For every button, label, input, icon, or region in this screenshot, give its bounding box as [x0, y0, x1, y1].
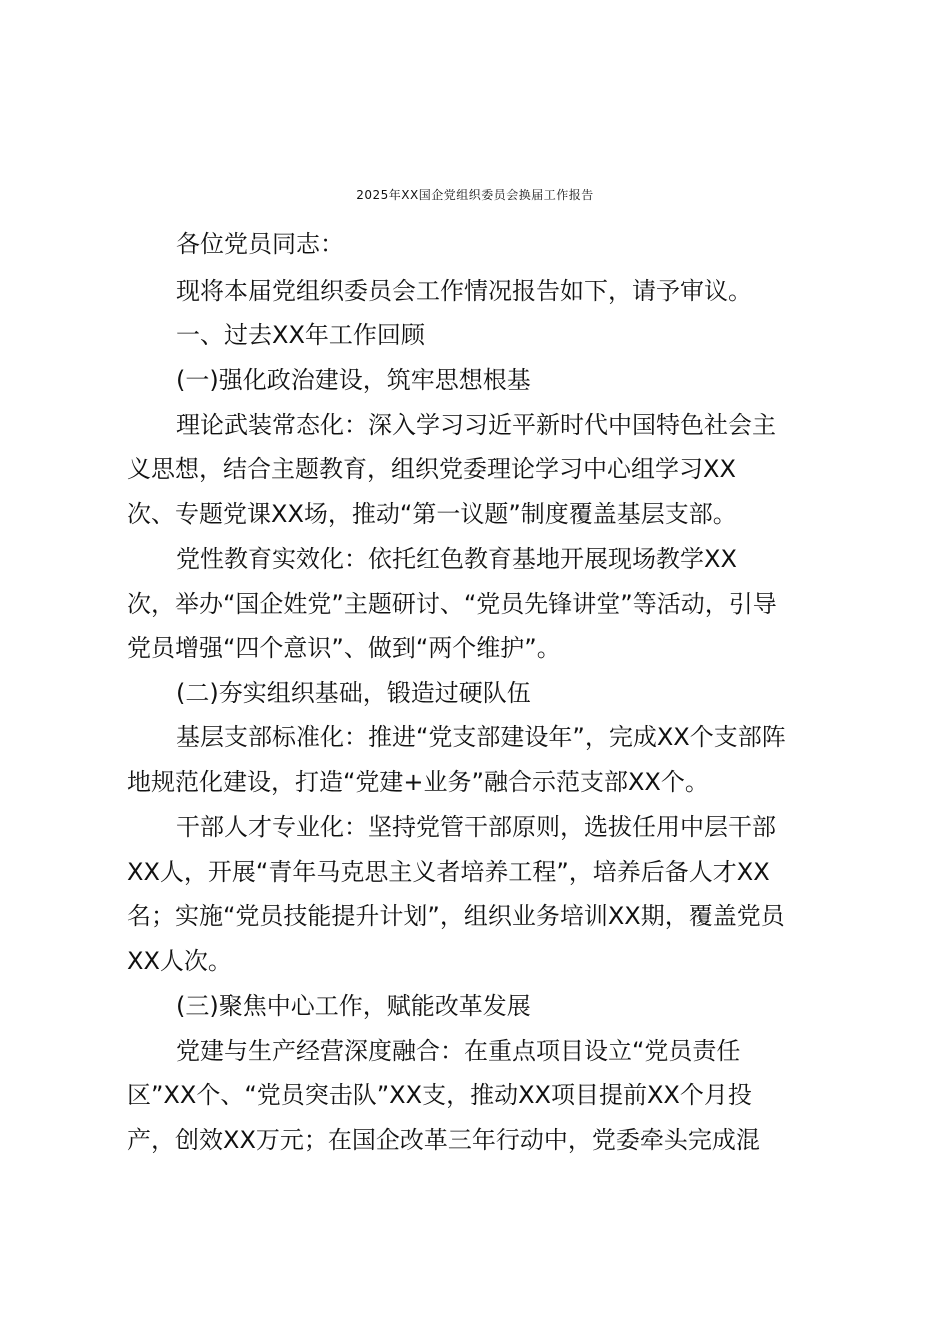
paragraph-line: 党建与生产经营深度融合：在重点项目设立“党员责任 — [176, 1037, 741, 1065]
paragraph-line: 产，创效XX万元；在国企改革三年行动中，党委牵头完成混 — [127, 1126, 760, 1154]
subsection-heading: (三)聚焦中心工作，赋能改革发展 — [176, 992, 531, 1020]
paragraph-line: XX人次。 — [127, 947, 232, 975]
paragraph-line: XX人，开展“青年马克思主义者培养工程”，培养后备人才XX — [127, 858, 770, 886]
paragraph-line: 地规范化建设，打造“党建+业务”融合示范支部XX个。 — [127, 768, 709, 796]
paragraph-line: 现将本届党组织委员会工作情况报告如下，请予审议。 — [176, 277, 752, 305]
paragraph-line: 党性教育实效化：依托红色教育基地开展现场教学XX — [176, 545, 737, 573]
section-heading: 一、过去XX年工作回顾 — [176, 321, 425, 349]
document-title: 2025年XX国企党组织委员会换届工作报告 — [356, 188, 594, 202]
salutation: 各位党员同志： — [176, 230, 344, 258]
paragraph-line: 区”XX个、“党员突击队”XX支，推动XX项目提前XX个月投 — [127, 1081, 752, 1109]
subsection-heading: (一)强化政治建设，筑牢思想根基 — [176, 366, 531, 394]
paragraph-line: 党员增强“四个意识”、做到“两个维护”。 — [127, 634, 561, 662]
paragraph-line: 次，举办“国企姓党”主题研讨、“党员先锋讲堂”等活动，引导 — [127, 590, 777, 618]
paragraph-line: 基层支部标准化：推进“党支部建设年”，完成XX个支部阵 — [176, 723, 786, 751]
paragraph-line: 义思想，结合主题教育，组织党委理论学习中心组学习XX — [127, 455, 736, 483]
paragraph-line: 理论武装常态化：深入学习习近平新时代中国特色社会主 — [176, 411, 776, 439]
paragraph-line: 次、专题党课XX场，推动“第一议题”制度覆盖基层支部。 — [127, 500, 737, 528]
paragraph-line: 干部人才专业化：坚持党管干部原则，选拔任用中层干部 — [176, 813, 776, 841]
paragraph-line: 名；实施“党员技能提升计划”，组织业务培训XX期，覆盖党员 — [127, 902, 785, 930]
subsection-heading: (二)夯实组织基础，锻造过硬队伍 — [176, 679, 531, 707]
